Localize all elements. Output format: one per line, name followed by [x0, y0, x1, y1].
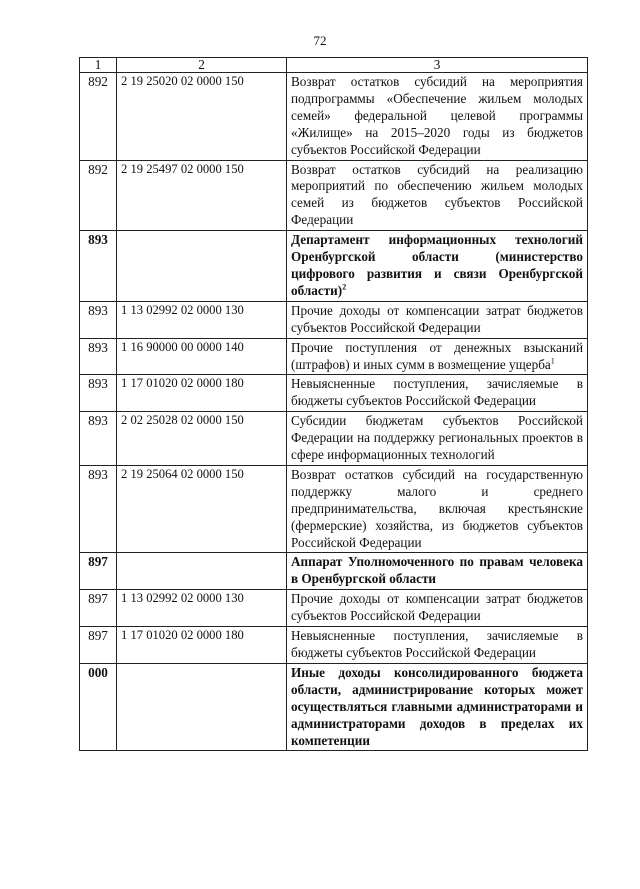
- revenue-codes-table: [79, 57, 588, 751]
- table-row: [80, 231, 588, 302]
- page-number: 72: [313, 33, 327, 48]
- table-row: [80, 553, 588, 590]
- admin-code: 893: [80, 301, 117, 338]
- revenue-description: [287, 627, 588, 664]
- table-header-row: [80, 58, 588, 73]
- table-row: [80, 73, 588, 161]
- admin-code: 897: [80, 590, 117, 627]
- footnote-marker: 1: [550, 356, 555, 366]
- admin-code: 892: [80, 73, 117, 161]
- administrator-name: [287, 231, 588, 302]
- description-text: Департамент информационных технологий Оренбургской области (министерство цифрового развития и связи Оренбургской области): [291, 232, 583, 298]
- admin-code: 893: [80, 375, 117, 412]
- revenue-description: [287, 73, 588, 161]
- description-text: Прочие доходы от компенсации затрат бюджетов субъектов Российской Федерации: [291, 302, 583, 335]
- table-row: [80, 627, 588, 664]
- administrator-name: [287, 663, 588, 751]
- description-text: Невыясненные поступления, зачисляемые в бюджеты субъектов Российской Федерации: [291, 628, 583, 660]
- admin-code: 893: [80, 465, 117, 553]
- header-col-3: 3: [287, 58, 588, 73]
- description-text: Возврат остатков субсидий на реализацию мероприятий по обеспечению жильем молодых семей из бюджетов субъектов Российской Федерации: [291, 161, 583, 228]
- revenue-code: 2 02 25028 02 0000 150: [117, 412, 287, 466]
- footnote-marker: 2: [342, 282, 347, 292]
- table-row: [80, 663, 588, 751]
- revenue-description: [287, 160, 588, 231]
- revenue-code: 1 17 01020 02 0000 180: [117, 375, 287, 412]
- revenue-code: [117, 231, 287, 302]
- table-row: [80, 338, 588, 375]
- table-row: [80, 590, 588, 627]
- table-row: [80, 375, 588, 412]
- admin-code: 893: [80, 338, 117, 375]
- description-text: Возврат остатков субсидий на мероприятия подпрограммы «Обеспечение жильем молодых семей» федеральной целевой программы «Жилище» на 2015–2020 годы из бюджетов субъектов Российской Федерации: [291, 74, 583, 157]
- revenue-description: [287, 301, 588, 338]
- admin-code: 892: [80, 160, 117, 231]
- revenue-code: 2 19 25497 02 0000 150: [117, 160, 287, 231]
- revenue-code: 1 17 01020 02 0000 180: [117, 627, 287, 664]
- revenue-description: [287, 465, 588, 553]
- description-text: Прочие поступления от денежных взысканий (штрафов) и иных сумм в возмещение ущерба: [291, 339, 583, 372]
- header-col-2: 2: [117, 58, 287, 73]
- admin-code: 897: [80, 627, 117, 664]
- revenue-description: [287, 338, 588, 375]
- revenue-code: 1 16 90000 00 0000 140: [117, 338, 287, 375]
- table-row: [80, 160, 588, 231]
- revenue-description: [287, 590, 588, 627]
- admin-code: 897: [80, 553, 117, 590]
- revenue-description: [287, 375, 588, 412]
- table-row: [80, 412, 588, 466]
- revenue-code: 1 13 02992 02 0000 130: [117, 590, 287, 627]
- revenue-code: 2 19 25020 02 0000 150: [117, 73, 287, 161]
- description-text: Возврат остатков субсидий на государственную поддержку малого и среднего предпринимательства, включая крестьянские (фермерские) хозяйства, из бюджетов субъектов Российской Федерации: [291, 466, 583, 550]
- administrator-name: [287, 553, 588, 590]
- description-text: Прочие доходы от компенсации затрат бюджетов субъектов Российской Федерации: [291, 591, 583, 624]
- revenue-code: 2 19 25064 02 0000 150: [117, 465, 287, 553]
- admin-code: 893: [80, 231, 117, 302]
- revenue-description: [287, 412, 588, 466]
- description-text: Иные доходы консолидированного бюджета области, администрирование которых может осуществляться главными администраторами и администраторами доходов в пределах их компетенции: [291, 664, 583, 748]
- revenue-code: 1 13 02992 02 0000 130: [117, 301, 287, 338]
- revenue-code: [117, 553, 287, 590]
- revenue-code: [117, 663, 287, 751]
- table-row: [80, 465, 588, 553]
- admin-code: 893: [80, 412, 117, 466]
- admin-code: 000: [80, 663, 117, 751]
- table-row: [80, 301, 588, 338]
- description-text: Аппарат Уполномоченного по правам человека в Оренбургской области: [291, 554, 583, 587]
- header-col-1: 1: [80, 58, 117, 73]
- description-text: Субсидии бюджетам субъектов Российской Федерации на поддержку региональных проектов в сфере информационных технологий: [291, 413, 583, 463]
- description-text: Невыясненные поступления, зачисляемые в бюджеты субъектов Российской Федерации: [291, 376, 583, 409]
